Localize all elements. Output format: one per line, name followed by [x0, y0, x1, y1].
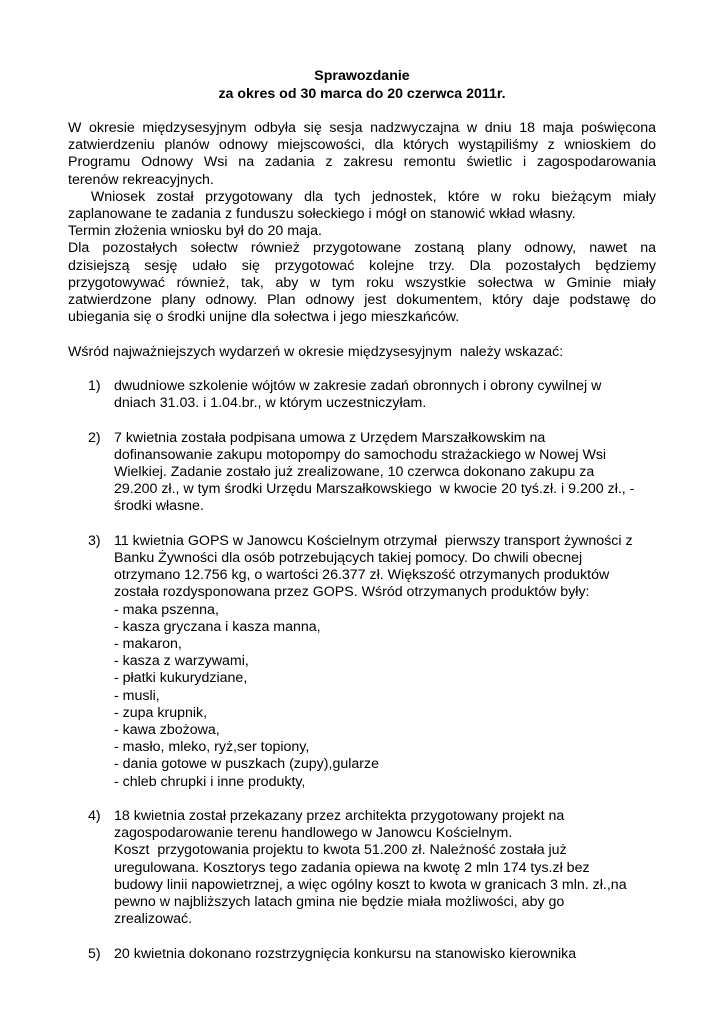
- intro-line: zatwierdzeniu planów odnowy miejscowości, dla których wystąpiliśmy z wnioskiem do: [68, 137, 656, 154]
- intro-line: ubiegania się o środki unijne dla sołectwa i jego mieszkańców.: [68, 309, 460, 326]
- list-item-line: 11 kwietnia GOPS w Janowcu Kościelnym otrzymał pierwszy transport żywności z: [114, 532, 633, 549]
- product-list-item: - masło, mleko, ryż,ser topiony,: [114, 739, 310, 756]
- intro-line: przygotowywać również, tak, aby w tym roku wszystkie sołectwa w Gminie miały: [68, 274, 656, 291]
- list-item-number: 4): [88, 808, 101, 825]
- intro-line: Dla pozostałych sołectw również przygotowane zostaną plany odnowy, nawet na: [68, 240, 656, 257]
- intro-line: zaplanowane te zadania z funduszu sołeckiego i mógł on stanowić wkład własny.: [68, 206, 576, 223]
- list-item-number: 2): [88, 429, 101, 446]
- list-item-line: dofinansowanie zakupu motopompy do samochodu strażackiego w Nowej Wsi: [114, 446, 607, 463]
- intro-line: Programu Odnowy Wsi na zadania z zakresu remontu świetlic i zagospodarowania: [68, 154, 656, 171]
- list-item-line: otrzymano 12.756 kg, o wartości 26.377 zł. Większość otrzymanych produktów: [114, 567, 610, 584]
- intro-line: dzisiejszą sesję udało się przygotować kolejne trzy. Dla pozostałych będziemy: [68, 257, 656, 274]
- list-item: [68, 430, 656, 516]
- list-item-line: środki własne.: [114, 498, 204, 515]
- list-item-line: dwudniowe szkolenie wójtów w zakresie zadań obronnych i obrony cywilnej w: [114, 378, 602, 395]
- list-item-line: pewno w najbliższych latach gmina nie będzie miała możliwości, aby go: [114, 894, 565, 911]
- list-item: [68, 378, 656, 412]
- document-body: [68, 120, 656, 963]
- product-list-item: - musli,: [114, 687, 160, 704]
- intro-line: terenów rekreacyjnych.: [68, 171, 214, 188]
- product-list-item: - kasza z warzywami,: [114, 653, 249, 670]
- intro-section: [68, 120, 656, 326]
- list-item-number: 1): [88, 378, 101, 395]
- list-item-line: 18 kwietnia został przekazany przez architekta przygotowany projekt na: [114, 808, 565, 825]
- product-list-item: - płatki kukurydziane,: [114, 670, 248, 687]
- product-list-item: - chleb chrupki i inne produkty,: [114, 773, 306, 790]
- product-list-item: - kawa zbożowa,: [114, 722, 220, 739]
- list-item-line: zagospodarowanie terenu handlowego w Janowcu Kościelnym.: [114, 825, 513, 842]
- list-item-line: 29.200 zł., w tym środki Urzędu Marszałkowskiego w kwocie 20 tyś.zł. i 9.200 zł., -: [114, 481, 635, 498]
- list-item-number: 3): [88, 532, 101, 549]
- list-item-line: 20 kwietnia dokonano rozstrzygnięcia konkursu na stanowisko kierownika: [114, 945, 577, 962]
- document-title: Sprawozdanie: [314, 68, 410, 84]
- list-item-line: dniach 31.03. i 1.04.br., w którym uczestniczyłam.: [114, 395, 427, 412]
- list-item: [68, 533, 656, 791]
- list-item-line: zrealizować.: [114, 911, 193, 928]
- list-item-line: została rozdysponowana przez GOPS. Wśród otrzymanych produktów były:: [114, 584, 590, 601]
- list-item-line: budowy linii napowietrznej, a więc ogólny koszt to kwota w granicach 3 mln. zł.,na: [114, 876, 627, 893]
- document-subtitle: za okres od 30 marca do 20 czerwca 2011r.: [218, 86, 506, 102]
- intro-line: Termin złożenia wniosku był do 20 maja.: [68, 223, 322, 240]
- list-item-line: uregulowana. Kosztorys tego zadania opiewa na kwotę 2 mln 174 tys.zł bez: [114, 859, 590, 876]
- list-item-line: Banku Żywności dla osób potrzebujących takiej pomocy. Do chwili obecnej: [114, 550, 583, 567]
- product-list-item: - zupa krupnik,: [114, 704, 208, 721]
- product-list-item: - maka pszenna,: [114, 601, 219, 618]
- list-item-line: Koszt przygotowania projektu to kwota 51.200 zł. Należność została już: [114, 842, 567, 859]
- intro-line: Wniosek został przygotowany dla tych jednostek, które w roku bieżącym miały: [68, 188, 656, 205]
- list-item-line: Wielkiej. Zadanie zostało już zrealizowane, 10 czerwca dokonano zakupu za: [114, 464, 595, 481]
- list-item: [68, 808, 656, 928]
- list-item-number: 5): [88, 945, 101, 962]
- product-list-item: - kasza gryczana i kasza manna,: [114, 618, 321, 635]
- product-list-item: - dania gotowe w puszkach (zupy),gularze: [114, 756, 379, 773]
- list-item: [68, 946, 656, 963]
- product-list-item: - makaron,: [114, 636, 182, 653]
- list-item-line: 7 kwietnia została podpisana umowa z Urzędem Marszałkowskim na: [114, 429, 546, 446]
- events-heading: Wśród najważniejszych wydarzeń w okresie międzysesyjnym należy wskazać:: [68, 343, 564, 360]
- intro-line: zatwierdzone plany odnowy. Plan odnowy jest dokumentem, który daje podstawę do: [68, 292, 656, 309]
- intro-line: W okresie międzysesyjnym odbyła się sesja nadzwyczajna w dniu 18 maja poświęcona: [68, 120, 656, 136]
